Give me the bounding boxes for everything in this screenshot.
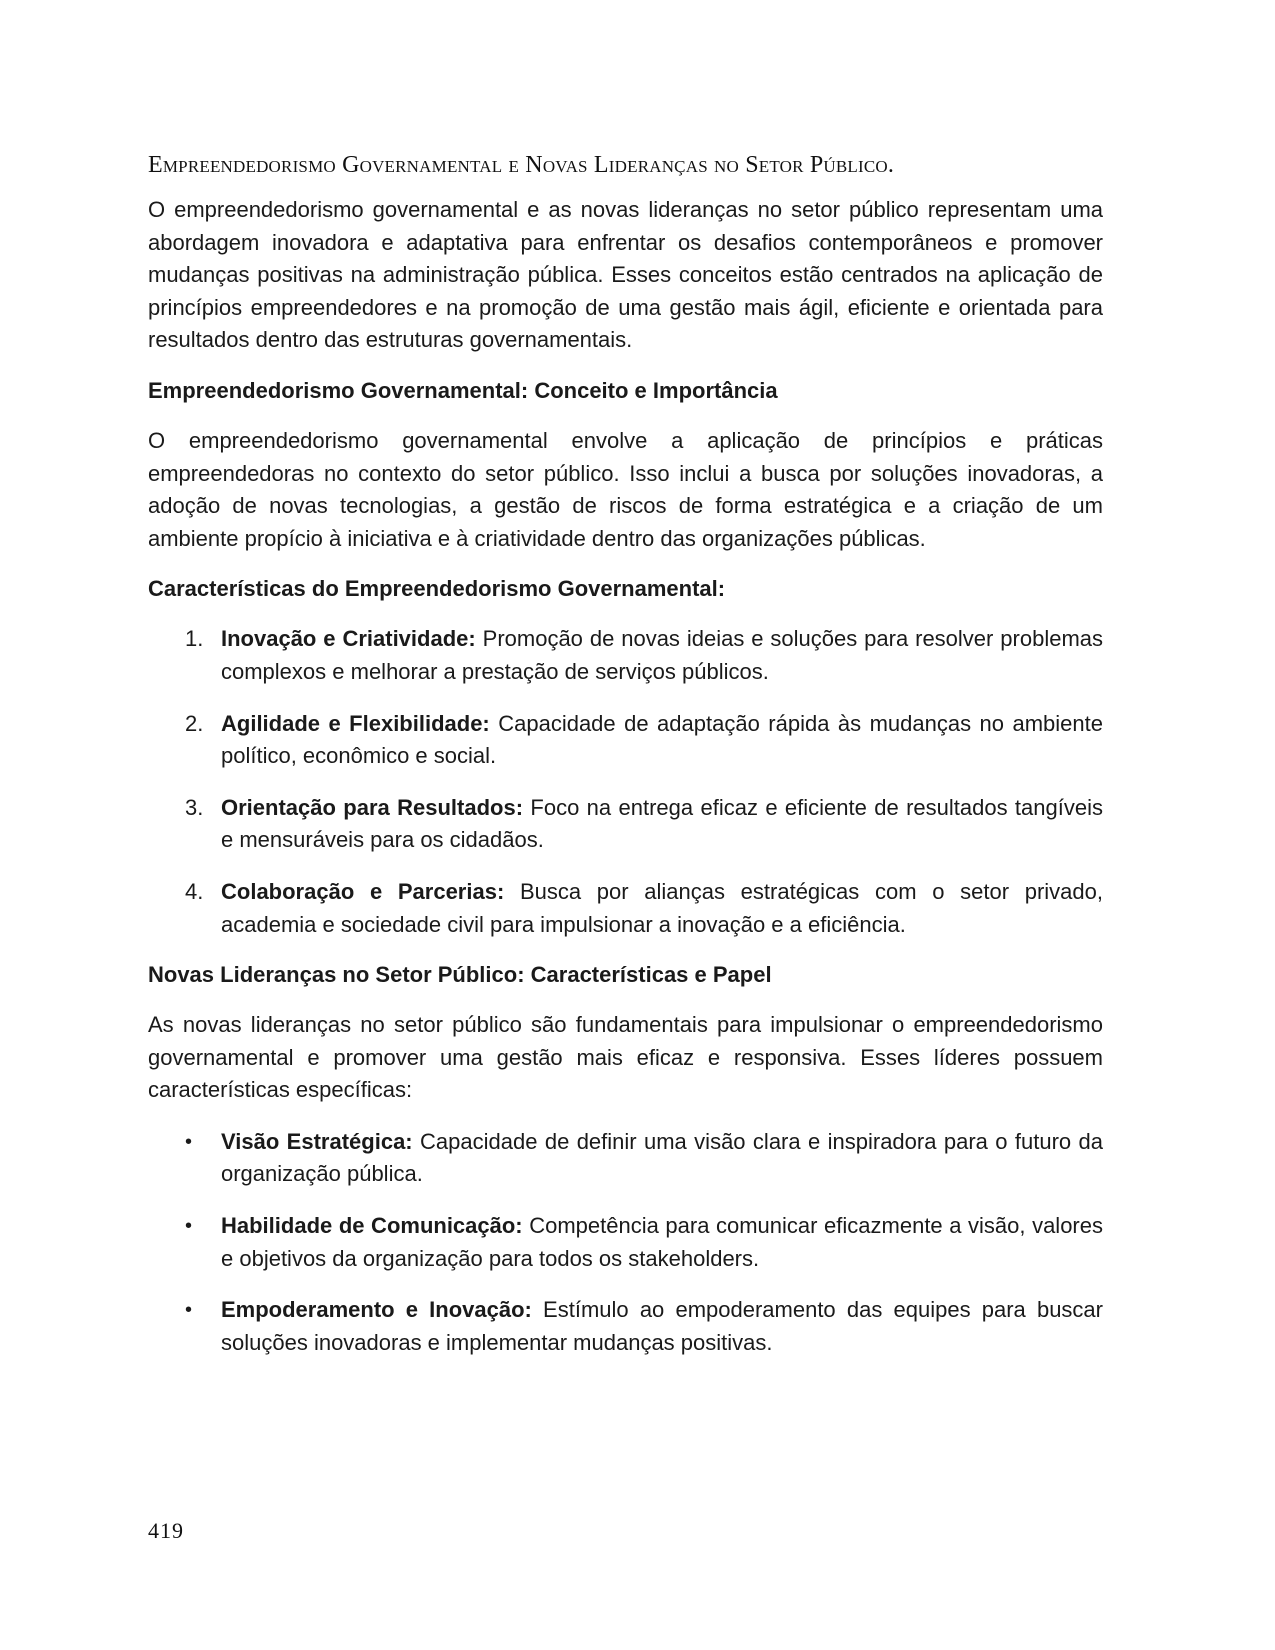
section-heading-conceito: Empreendedorismo Governamental: Conceito e Importância bbox=[148, 377, 778, 403]
conceito-paragraph: O empreendedorismo governamental envolve a aplicação de princípios e práticas empreendedoras no contexto do setor público. Isso inclui a busca por soluções inovadoras, a adoção de novas tecnologias, a gestão de riscos de forma estratégica e a criação de um ambiente propício à iniciativa e à criatividade dentro das organizações públicas. bbox=[148, 427, 1103, 551]
bullet-icon: • bbox=[185, 1299, 193, 1322]
bullet-icon: • bbox=[185, 1130, 193, 1153]
list-item-term: Colaboração e Parcerias: bbox=[221, 878, 505, 904]
list-item-text: Foco na entrega eficaz e eficiente de resultados tangíveis e mensuráveis para os cidadãos. bbox=[221, 794, 1103, 853]
list-item bbox=[148, 708, 1103, 773]
intro-paragraph: O empreendedorismo governamental e as novas lideranças no setor público representam uma abordagem inovadora e adaptativa para enfrentar os desafios contemporâneos e promover mudanças positivas na administração pública. Esses conceitos estão centrados na aplicação de princípios empreendedores e na promoção de uma gestão mais ágil, eficiente e orientada para resultados dentro das estruturas governamentais. bbox=[148, 197, 1103, 353]
bullet-icon: • bbox=[185, 1215, 193, 1238]
list-item bbox=[148, 1210, 1103, 1275]
list-item-term: Orientação para Resultados: bbox=[221, 794, 524, 820]
document-title: Empreendedorismo Governamental e Novas Lideranças no Setor Público. bbox=[148, 152, 895, 178]
page-number: 419 bbox=[148, 1518, 184, 1543]
list-item bbox=[148, 1294, 1103, 1359]
section-heading-novas-liderancas: Novas Lideranças no Setor Público: Características e Papel bbox=[148, 962, 772, 988]
list-item-term: Empoderamento e Inovação: bbox=[221, 1297, 532, 1323]
list-item-text: Competência para comunicar eficazmente a visão, valores e objetivos da organização para todos os stakeholders. bbox=[221, 1213, 1103, 1271]
list-item-text: Capacidade de adaptação rápida às mudanças no ambiente político, econômico e social. bbox=[221, 710, 1103, 769]
liderancas-paragraph: As novas lideranças no setor público são fundamentais para impulsionar o empreendedorismo governamental e promover uma gestão mais eficaz e responsiva. Esses líderes possuem características específicas: bbox=[148, 1012, 1103, 1103]
caracteristicas-list bbox=[148, 623, 1103, 941]
document-page bbox=[148, 150, 1103, 1378]
list-item-term: Inovação e Criatividade: bbox=[221, 626, 476, 652]
list-item bbox=[148, 1126, 1103, 1191]
list-item-term: Agilidade e Flexibilidade: bbox=[221, 710, 490, 736]
list-item-text: Estímulo ao empoderamento das equipes para buscar soluções inovadoras e implementar mudanças positivas. bbox=[221, 1297, 1103, 1355]
liderancas-list bbox=[148, 1126, 1103, 1360]
list-number: 2. bbox=[185, 710, 204, 736]
list-item bbox=[148, 792, 1103, 857]
list-item-term: Visão Estratégica: bbox=[221, 1128, 413, 1154]
list-number: 1. bbox=[185, 626, 204, 652]
list-number: 3. bbox=[185, 794, 204, 820]
list-item-text: Promoção de novas ideias e soluções para resolver problemas complexos e melhorar a prestação de serviços públicos. bbox=[221, 626, 1104, 684]
list-item-text: Busca por alianças estratégicas com o setor privado, academia e sociedade civil para impulsionar a inovação e a eficiência. bbox=[221, 878, 1103, 937]
section-heading-caracteristicas: Características do Empreendedorismo Governamental: bbox=[148, 576, 726, 602]
list-item-term: Habilidade de Comunicação: bbox=[221, 1213, 523, 1239]
list-item bbox=[148, 623, 1103, 688]
list-item bbox=[148, 876, 1103, 941]
list-item-text: Capacidade de definir uma visão clara e inspiradora para o futuro da organização pública. bbox=[221, 1128, 1104, 1187]
list-number: 4. bbox=[185, 878, 204, 904]
